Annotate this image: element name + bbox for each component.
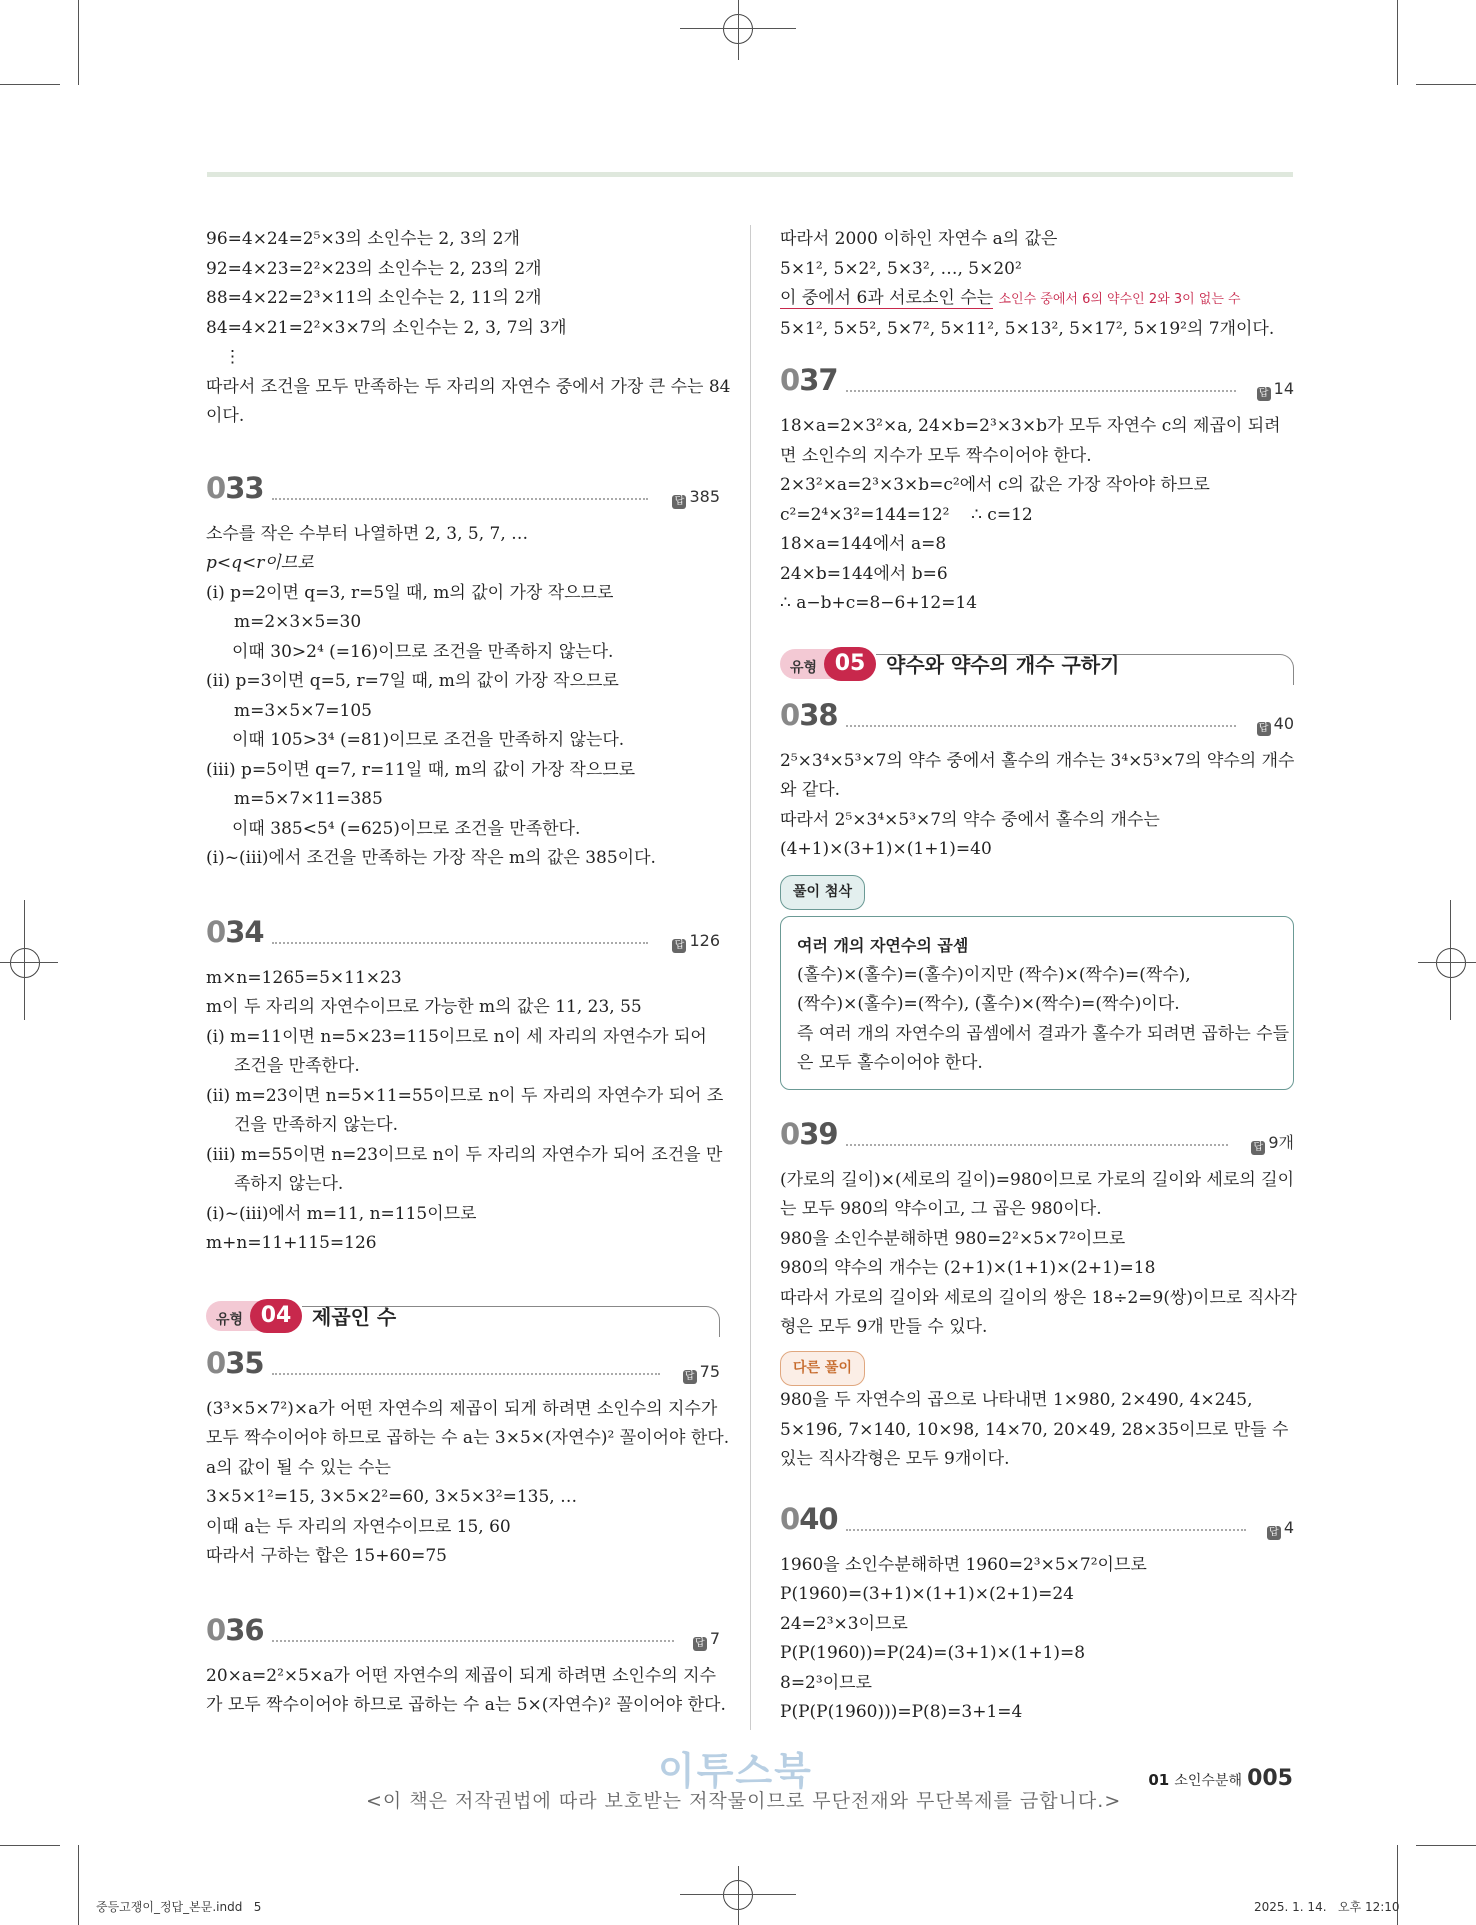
print-timestamp: 2025. 1. 14. 오후 12:10 bbox=[1254, 1900, 1400, 1914]
type-title: 제곱인 수 bbox=[312, 1304, 397, 1329]
chapter-title: 소인수분해 bbox=[1174, 1773, 1242, 1789]
solution-line: 건을 만족하지 않는다. bbox=[234, 1115, 399, 1135]
solution-line: 84=4×21=2²×3×7의 소인수는 2, 3, 7의 3개 bbox=[206, 317, 567, 338]
type-label: 유형 bbox=[216, 1311, 244, 1328]
solution-line: 따라서 2⁵×3⁴×5³×7의 약수 중에서 홀수의 개수는 bbox=[780, 809, 1160, 830]
solution-line: (ⅰ)~(ⅲ)에서 m=11, n=115이므로 bbox=[206, 1203, 477, 1224]
answer-badge: 답 14 bbox=[1257, 374, 1294, 404]
solution-line: 이때 a는 두 자리의 자연수이므로 15, 60 bbox=[206, 1516, 511, 1537]
problem-034-header bbox=[206, 914, 720, 964]
solution-line: 조건을 만족한다. bbox=[234, 1056, 360, 1076]
tip-line: (홀수)×(홀수)=(홀수)이지만 (짝수)×(짝수)=(짝수), bbox=[797, 964, 1191, 985]
solution-line: 1960을 소인수분해하면 1960=2³×5×7²이므로 bbox=[780, 1554, 1147, 1575]
solution-line: 이때 30>2⁴ (=16)이므로 조건을 만족하지 않는다. bbox=[232, 641, 614, 662]
tip-tag: 풀이 첨삭 bbox=[780, 875, 865, 911]
page-footer bbox=[1148, 1766, 1293, 1791]
alt-solution-tag: 다른 풀이 bbox=[780, 1351, 865, 1387]
crop-mark bbox=[78, 1845, 79, 1925]
solution-line: 2×3²×a=2³×3×b=c²에서 c의 값은 가장 작아야 하므로 bbox=[780, 475, 1210, 495]
tip-title: 여러 개의 자연수의 곱셈 bbox=[797, 936, 969, 955]
header-bar bbox=[207, 172, 1293, 177]
problem-number: 035 bbox=[206, 1345, 264, 1380]
answer-icon: 답 bbox=[1257, 387, 1271, 401]
solution-line: 형은 모두 9개 만들 수 있다. bbox=[780, 1317, 988, 1337]
solution-line: (ⅲ) m=55이면 n=23이므로 n이 두 자리의 자연수가 되어 조건을 만 bbox=[206, 1144, 723, 1165]
column-divider bbox=[750, 225, 751, 1730]
publisher-watermark: 이투스북 bbox=[658, 1749, 813, 1793]
solution-line: 는 모두 980의 약수이고, 그 곱은 980이다. bbox=[780, 1199, 1102, 1219]
solution-line: p<q<r이므로 bbox=[206, 553, 314, 573]
chapter-number: 01 bbox=[1148, 1771, 1170, 1789]
problem-039-header bbox=[780, 1116, 1294, 1166]
solution-line: ∴ a−b+c=8−6+12=14 bbox=[780, 593, 978, 613]
problem-040-header bbox=[780, 1501, 1294, 1551]
solution-line: 면 소인수의 지수가 모두 짝수이어야 한다. bbox=[780, 445, 1092, 466]
crop-mark bbox=[78, 0, 79, 85]
solution-line: m=2×3×5=30 bbox=[234, 612, 362, 632]
problem-number: 039 bbox=[780, 1116, 838, 1151]
answer-badge: 답 7 bbox=[693, 1624, 720, 1654]
answer-icon: 답 bbox=[693, 1637, 707, 1651]
solution-line: P(P(P(1960)))=P(8)=3+1=4 bbox=[780, 1702, 1023, 1722]
crop-mark bbox=[0, 962, 58, 963]
solution-line: m=3×5×7=105 bbox=[234, 700, 372, 721]
answer-icon: 답 bbox=[1267, 1526, 1281, 1540]
solution-line: m=5×7×11=385 bbox=[234, 789, 383, 809]
tip-line: (짝수)×(홀수)=(짝수), (홀수)×(짝수)=(짝수)이다. bbox=[797, 994, 1180, 1014]
solution-line: 따라서 구하는 합은 15+60=75 bbox=[206, 1546, 447, 1566]
type-title: 약수와 약수의 개수 구하기 bbox=[886, 652, 1120, 677]
solution-line: 와 같다. bbox=[780, 780, 841, 800]
solution-line: 모두 짝수이어야 하므로 곱하는 수 a는 3×5×(자연수)² 꼴이어야 한다. bbox=[206, 1428, 730, 1448]
answer-badge: 답 9개 bbox=[1251, 1128, 1294, 1158]
problem-037-solution bbox=[780, 412, 1294, 619]
problem-number: 036 bbox=[206, 1612, 264, 1647]
type-number: 05 bbox=[824, 647, 876, 681]
problem-number: 034 bbox=[206, 914, 264, 949]
type-05-header bbox=[780, 643, 1294, 685]
solution-line: 있는 직사각형은 모두 9개이다. bbox=[780, 1449, 1010, 1469]
answer-icon: 답 bbox=[672, 939, 686, 953]
answer-icon: 답 bbox=[1251, 1141, 1265, 1155]
solution-line: 980의 약수의 개수는 (2+1)×(1+1)×(2+1)=18 bbox=[780, 1258, 1156, 1278]
solution-line: 5×196, 7×140, 10×98, 14×70, 20×49, 28×35이므로 만들 수 bbox=[780, 1419, 1289, 1440]
tip-box bbox=[780, 916, 1294, 1090]
problem-038-solution bbox=[780, 747, 1294, 865]
solution-line: 18×a=2×3²×a, 24×b=2³×3×b가 모두 자연수 c의 제곱이 되려 bbox=[780, 416, 1281, 436]
problem-035-solution bbox=[206, 1395, 730, 1572]
solution-line: 이때 385<5⁴ (=625)이므로 조건을 만족한다. bbox=[232, 818, 581, 839]
solution-line: 이 중에서 6과 서로소인 수는 소인수 중에서 6의 약수인 2와 3이 없는 수 bbox=[780, 288, 1241, 308]
right-column bbox=[780, 225, 1297, 1728]
problem-040-solution bbox=[780, 1551, 1294, 1728]
crop-mark bbox=[1416, 1845, 1476, 1846]
problem-036-header bbox=[206, 1612, 720, 1662]
margin-note: 소인수 중에서 6의 약수인 2와 3이 없는 수 bbox=[998, 292, 1241, 307]
tip-line: 즉 여러 개의 자연수의 곱셈에서 결과가 홀수가 되려면 곱하는 수들 bbox=[797, 1023, 1290, 1044]
solution-line: (3³×5×7²)×a가 어떤 자연수의 제곱이 되게 하려면 소인수의 지수가 bbox=[206, 1398, 718, 1419]
solution-line: (ⅰ) m=11이면 n=5×23=115이므로 n이 세 자리의 자연수가 되어 bbox=[206, 1026, 707, 1047]
solution-line: P(P(1960))=P(24)=(3+1)×(1+1)=8 bbox=[780, 1643, 1086, 1663]
solution-line: 24=2³×3이므로 bbox=[780, 1613, 908, 1634]
crop-mark bbox=[0, 84, 60, 85]
problem-number: 038 bbox=[780, 697, 838, 732]
left-column bbox=[206, 225, 731, 1721]
crop-mark bbox=[1418, 962, 1476, 963]
answer-badge: 답 75 bbox=[683, 1357, 720, 1387]
solution-line: m+n=11+115=126 bbox=[206, 1233, 377, 1253]
crop-mark bbox=[0, 1845, 60, 1846]
crop-mark bbox=[1416, 84, 1476, 85]
solution-line: (가로의 길이)×(세로의 길이)=980이므로 가로의 길이와 세로의 길이 bbox=[780, 1169, 1295, 1190]
answer-badge: 답 40 bbox=[1257, 709, 1294, 739]
solution-line: 20×a=2²×5×a가 어떤 자연수의 제곱이 되게 하려면 소인수의 지수 bbox=[206, 1665, 717, 1686]
solution-line: 24×b=144에서 b=6 bbox=[780, 563, 948, 584]
problem-039-solution bbox=[780, 1166, 1297, 1343]
type-number: 04 bbox=[250, 1299, 302, 1333]
registration-mark-left bbox=[10, 948, 40, 978]
solution-line: 980을 두 자연수의 곱으로 나타내면 1×980, 2×490, 4×245, bbox=[780, 1390, 1253, 1410]
answer-icon: 답 bbox=[683, 1370, 697, 1384]
solution-line: 980을 소인수분해하면 980=2²×5×7²이므로 bbox=[780, 1228, 1126, 1249]
solution-line: ⋮ bbox=[224, 347, 241, 367]
answer-icon: 답 bbox=[672, 495, 686, 509]
crop-mark bbox=[738, 1866, 739, 1925]
solution-line: 따라서 2000 이하인 자연수 a의 값은 bbox=[780, 229, 1058, 249]
solution-line: m×n=1265=5×11×23 bbox=[206, 967, 402, 988]
problem-033-solution bbox=[206, 520, 720, 874]
answer-icon: 답 bbox=[1257, 722, 1271, 736]
problem-033-header bbox=[206, 470, 720, 520]
solution-line: 2⁵×3⁴×5³×7의 약수 중에서 홀수의 개수는 3⁴×5³×7의 약수의 개수 bbox=[780, 750, 1295, 771]
solution-line: 따라서 조건을 모두 만족하는 두 자리의 자연수 중에서 가장 큰 수는 84 bbox=[206, 376, 731, 397]
crop-mark bbox=[1450, 900, 1451, 1020]
page-number: 005 bbox=[1247, 1766, 1293, 1791]
solution-line: P(1960)=(3+1)×(1+1)×(2+1)=24 bbox=[780, 1584, 1074, 1604]
solution-line: m이 두 자리의 자연수이므로 가능한 m의 값은 11, 23, 55 bbox=[206, 997, 642, 1017]
problem-number: 040 bbox=[780, 1501, 838, 1536]
crop-mark bbox=[1397, 0, 1398, 85]
crop-mark bbox=[738, 0, 739, 60]
solution-line: (ⅲ) p=5이면 q=7, r=11일 때, m의 값이 가장 작으므로 bbox=[206, 759, 636, 780]
solution-line: (ⅱ) m=23이면 n=5×11=55이므로 n이 두 자리의 자연수가 되어 조 bbox=[206, 1085, 724, 1106]
solution-line: (ⅰ) p=2이면 q=3, r=5일 때, m의 값이 가장 작으므로 bbox=[206, 582, 614, 603]
answer-badge: 답 126 bbox=[672, 926, 720, 956]
solution-line: 18×a=144에서 a=8 bbox=[780, 534, 947, 554]
solution-line: 3×5×1²=15, 3×5×2²=60, 3×5×3²=135, … bbox=[206, 1487, 578, 1507]
problem-number: 033 bbox=[206, 470, 264, 505]
solution-line: c²=2⁴×3²=144=12² ∴ c=12 bbox=[780, 504, 1033, 525]
crop-mark bbox=[24, 900, 25, 1020]
problem-034-solution bbox=[206, 964, 724, 1259]
solution-line: 가 모두 짝수이어야 하므로 곱하는 수 a는 5×(자연수)² 꼴이어야 한다. bbox=[206, 1695, 726, 1715]
solution-line: 5×1², 5×5², 5×7², 5×11², 5×13², 5×17², 5×19²의 7개이다. bbox=[780, 318, 1275, 339]
solution-line: 5×1², 5×2², 5×3², …, 5×20² bbox=[780, 258, 1022, 279]
solution-line: 이때 105>3⁴ (=81)이므로 조건을 만족하지 않는다. bbox=[232, 730, 625, 750]
alt-solution bbox=[780, 1386, 1294, 1475]
problem-035-header bbox=[206, 1345, 720, 1395]
intro-solution bbox=[206, 225, 731, 432]
tip-line: 은 모두 홀수이어야 한다. bbox=[797, 1053, 983, 1073]
problem-038-header bbox=[780, 697, 1294, 747]
intro-solution bbox=[780, 225, 1294, 344]
solution-line: 8=2³이므로 bbox=[780, 1672, 872, 1693]
registration-mark-right bbox=[1436, 948, 1466, 978]
solution-line: 88=4×22=2³×11의 소인수는 2, 11의 2개 bbox=[206, 288, 542, 308]
solution-line: a의 값이 될 수 있는 수는 bbox=[206, 1457, 391, 1478]
problem-037-header bbox=[780, 363, 1294, 412]
solution-line: (4+1)×(3+1)×(1+1)=40 bbox=[780, 839, 992, 859]
solution-line: 이다. bbox=[206, 406, 245, 426]
solution-line: (ⅰ)~(ⅲ)에서 조건을 만족하는 가장 작은 m의 값은 385이다. bbox=[206, 848, 656, 868]
problem-036-solution bbox=[206, 1662, 726, 1721]
copyright-notice: <이 책은 저작권법에 따라 보호받는 저작물이므로 무단전재와 무단복제를 금합니다.> bbox=[366, 1790, 1122, 1812]
answer-badge: 답 4 bbox=[1267, 1513, 1294, 1543]
solution-line: 96=4×24=2⁵×3의 소인수는 2, 3의 2개 bbox=[206, 229, 520, 249]
solution-line: 따라서 가로의 길이와 세로의 길이의 쌍은 18÷2=9(쌍)이므로 직사각 bbox=[780, 1287, 1297, 1308]
solution-line: 92=4×23=2²×23의 소인수는 2, 23의 2개 bbox=[206, 258, 542, 279]
solution-line: 소수를 작은 수부터 나열하면 2, 3, 5, 7, … bbox=[206, 523, 529, 544]
solution-line: 족하지 않는다. bbox=[234, 1174, 344, 1194]
type-label: 유형 bbox=[790, 659, 818, 676]
file-slug: 중등고쟁이_정답_본문.indd 5 bbox=[96, 1900, 262, 1914]
solution-line: (ⅱ) p=3이면 q=5, r=7일 때, m의 값이 가장 작으므로 bbox=[206, 671, 619, 691]
type-04-header bbox=[206, 1295, 720, 1337]
answer-badge: 답 385 bbox=[672, 482, 720, 512]
problem-number: 037 bbox=[780, 363, 838, 397]
